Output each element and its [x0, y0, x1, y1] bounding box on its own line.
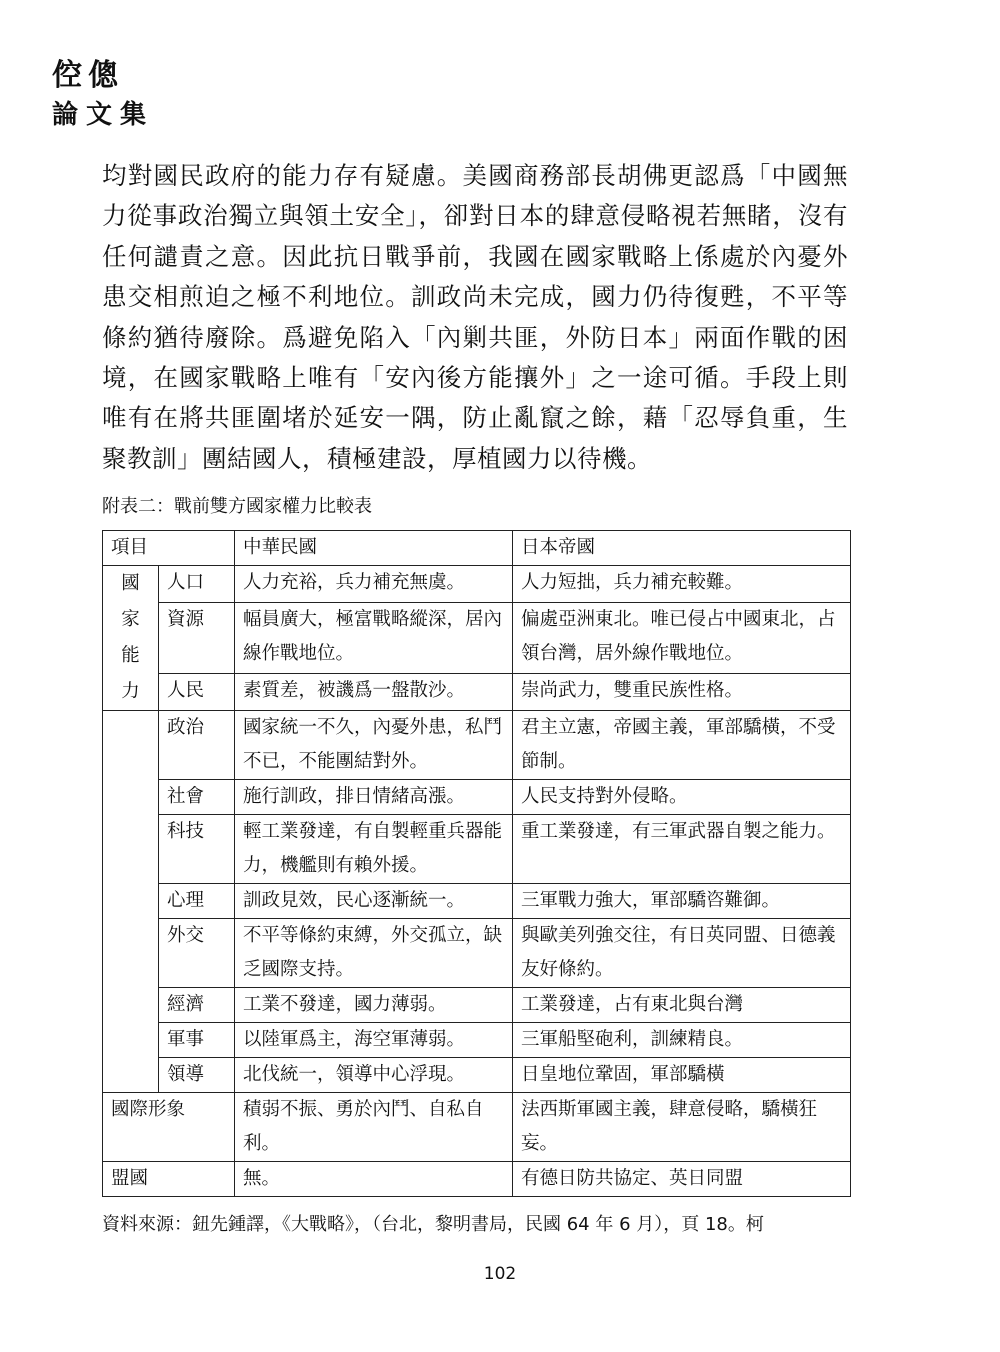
group-label-char: 家	[121, 609, 140, 630]
cell-japan: 三軍船堅砲利，訓練精良。	[513, 1023, 851, 1058]
cell-japan: 君主立憲，帝國主義，軍部驕橫，不受節制。	[513, 711, 851, 780]
cell-japan: 與歐美列強交往，有日英同盟、日德義友好條約。	[513, 919, 851, 988]
table-header-row	[103, 531, 851, 566]
comparison-table	[102, 530, 851, 1197]
body-text	[102, 156, 848, 479]
cell-label: 國際形象	[103, 1093, 235, 1162]
table-row	[103, 815, 851, 884]
cell-japan: 人民支持對外侵略。	[513, 780, 851, 815]
cell-china: 幅員廣大，極富戰略縱深，居內線作戰地位。	[235, 602, 513, 674]
cell-japan: 法西斯軍國主義，肆意侵略，驕橫狂妄。	[513, 1093, 851, 1162]
table-row	[103, 711, 851, 780]
cell-china: 無。	[235, 1162, 513, 1197]
cell-japan: 日皇地位鞏固，軍部驕橫	[513, 1058, 851, 1093]
cell-japan: 重工業發達，有三軍武器自製之能力。	[513, 815, 851, 884]
page-number: 102	[483, 1264, 517, 1284]
table-row	[103, 602, 851, 674]
cell-china: 積弱不振、勇於內鬥、自私自利。	[235, 1093, 513, 1162]
table-row	[103, 1058, 851, 1093]
cell-label: 人民	[159, 674, 235, 711]
cell-label: 政治	[159, 711, 235, 780]
cell-japan: 有德日防共協定、英日同盟	[513, 1162, 851, 1197]
cell-china: 施行訓政，排日情緒高漲。	[235, 780, 513, 815]
cell-label: 外交	[159, 919, 235, 988]
cell-label: 資源	[159, 602, 235, 674]
table-row	[103, 1093, 851, 1162]
cell-japan: 人力短拙，兵力補充較難。	[513, 566, 851, 603]
group-label-char: 國	[121, 573, 140, 594]
cell-label: 軍事	[159, 1023, 235, 1058]
cell-label: 心理	[159, 884, 235, 919]
cell-china: 素質差，被譏爲一盤散沙。	[235, 674, 513, 711]
comparison-table-body	[103, 531, 851, 1197]
header-item: 項目	[103, 531, 235, 566]
table-caption: 附表二：戰前雙方國家權力比較表	[102, 496, 372, 517]
cell-japan: 工業發達，占有東北與台灣	[513, 988, 851, 1023]
group-label-national-power	[103, 566, 159, 711]
cell-label: 社會	[159, 780, 235, 815]
header-china: 中華民國	[235, 531, 513, 566]
cell-label: 盟國	[103, 1162, 235, 1197]
footnote: 資料來源：鈕先鍾譯，《大戰略》，（台北，黎明書局，民國 64 年 6 月），頁 18。柯	[102, 1214, 764, 1235]
cell-label: 人口	[159, 566, 235, 603]
table-row	[103, 884, 851, 919]
running-header-title: 倥傯	[52, 58, 124, 93]
group-label-char: 能	[121, 645, 140, 666]
cell-japan: 偏處亞洲東北。唯已侵占中國東北，占領台灣，居外線作戰地位。	[513, 602, 851, 674]
cell-china: 訓政見效，民心逐漸統一。	[235, 884, 513, 919]
cell-label: 領導	[159, 1058, 235, 1093]
cell-china: 以陸軍爲主，海空軍薄弱。	[235, 1023, 513, 1058]
table-row	[103, 780, 851, 815]
group-label-char: 力	[121, 681, 140, 702]
running-header-subtitle: 論文集	[52, 100, 155, 130]
cell-china: 人力充裕，兵力補充無虞。	[235, 566, 513, 603]
table-row	[103, 674, 851, 711]
table-row	[103, 1023, 851, 1058]
cell-japan: 崇尚武力，雙重民族性格。	[513, 674, 851, 711]
cell-japan: 三軍戰力強大，軍部驕咨難御。	[513, 884, 851, 919]
group-label-blank	[103, 711, 159, 1093]
body-paragraph: 均對國民政府的能力存有疑慮。美國商務部長胡佛更認爲「中國無力從事政治獨立與領土安全」，卻對日本的肆意侵略視若無睹，沒有任何譴責之意。因此抗日戰爭前，我國在國家戰略上係處於內憂外患交相煎迫之極不利地位。訓政尚未完成，國力仍待復甦，不平等條約猶待廢除。爲避免陷入「內剿共匪，外防日本」兩面作戰的困境，在國家戰略上唯有「安內後方能攘外」之一途可循。手段上則唯有在將共匪圍堵於延安一隅，防止亂竄之餘，藉「忍辱負重，生聚教訓」團結國人，積極建設，厚植國力以待機。	[102, 161, 848, 473]
table-row	[103, 566, 851, 603]
cell-china: 不平等條約束縛，外交孤立，缺乏國際支持。	[235, 919, 513, 988]
cell-china: 北伐統一，領導中心浮現。	[235, 1058, 513, 1093]
cell-china: 國家統一不久，內憂外患，私鬥不已，不能團結對外。	[235, 711, 513, 780]
table-row	[103, 988, 851, 1023]
cell-china: 輕工業發達，有自製輕重兵器能力，機艦則有賴外援。	[235, 815, 513, 884]
cell-label: 經濟	[159, 988, 235, 1023]
table-row	[103, 919, 851, 988]
cell-china: 工業不發達，國力薄弱。	[235, 988, 513, 1023]
cell-label: 科技	[159, 815, 235, 884]
table-row	[103, 1162, 851, 1197]
header-japan: 日本帝國	[513, 531, 851, 566]
